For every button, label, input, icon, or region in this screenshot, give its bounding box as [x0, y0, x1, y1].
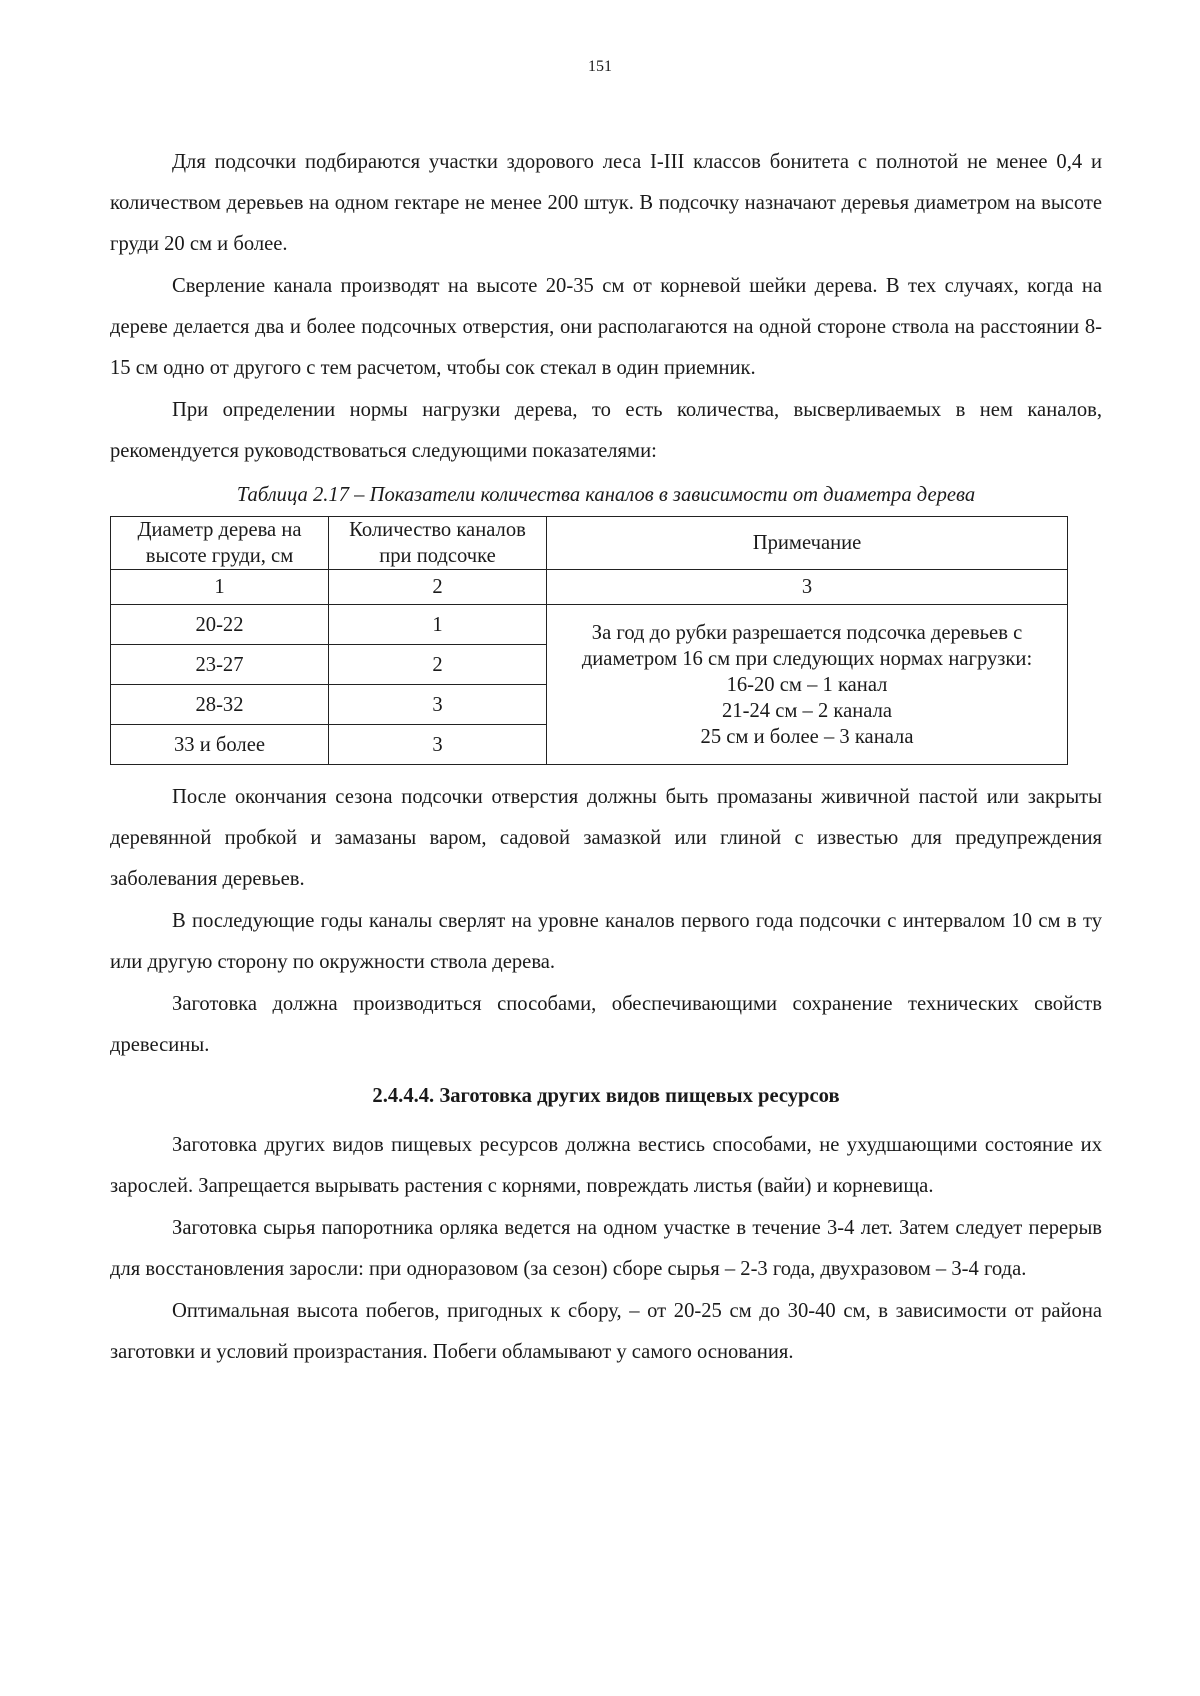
paragraph: В последующие годы каналы сверлят на уровне каналов первого года подсочки с интервалом 10 см в ту или другую сторону по окружности ствола дерева. [110, 910, 1102, 973]
table-caption: Таблица 2.17 – Показатели количества каналов в зависимости от диаметра дерева [236, 484, 976, 506]
cell-note [547, 605, 1068, 765]
paragraph: Заготовка других видов пищевых ресурсов должна вестись способами, не ухудшающими состояние их зарослей. Запрещается вырывать растения с корнями, повреждать листья (вайи) и корневища. [110, 1134, 1102, 1197]
column-number: 2 [329, 570, 547, 605]
paragraph: Заготовка должна производиться способами, обеспечивающими сохранение технических свойств древесины. [110, 993, 1102, 1056]
column-number: 1 [111, 570, 329, 605]
cell-diameter: 20-22 [111, 605, 329, 645]
cell-channels: 3 [329, 725, 547, 765]
header-diameter: Диаметр дерева на высоте груди, см [111, 517, 329, 570]
paragraph: Заготовка сырья папоротника орляка ведется на одном участке в течение 3-4 лет. Затем следует перерыв для восстановления заросли: при одноразовом (за сезон) сборе сырья – 2-3 года, двухразовом – 3-4 года. [110, 1217, 1102, 1280]
page-content [110, 142, 1102, 1374]
paragraph: После окончания сезона подсочки отверстия должны быть промазаны живичной пастой или закрыты деревянной пробкой и замазаны варом, садовой замазкой или глиной с известью для предупреждения заболевания деревьев. [110, 786, 1102, 890]
channels-table [110, 516, 1068, 765]
header-channels: Количество каналов при подсочке [329, 517, 547, 570]
table-number-row [111, 570, 1068, 605]
paragraph: При определении нормы нагрузки дерева, то есть количества, высверливаемых в нем каналов, рекомендуется руководствоваться следующими показателями: [110, 399, 1102, 462]
cell-channels: 2 [329, 645, 547, 685]
paragraph: Сверление канала производят на высоте 20-35 см от корневой шейки дерева. В тех случаях, когда на дереве делается два и более подсочных отверстия, они располагаются на одной стороне ствола на расстоянии 8-15 см одно от другого с тем расчетом, чтобы сок стекал в один приемник. [110, 275, 1102, 379]
cell-channels: 3 [329, 685, 547, 725]
cell-diameter: 28-32 [111, 685, 329, 725]
section-heading: 2.4.4.4. Заготовка других видов пищевых ресурсов [372, 1085, 840, 1107]
note-line: За год до рубки разрешается подсочка деревьев с диаметром 16 см при следующих нормах нагрузки: [581, 621, 1033, 670]
paragraph: Оптимальная высота побегов, пригодных к сбору, – от 20-25 см до 30-40 см, в зависимости от района заготовки и условий произрастания. Побеги обламывают у самого основания. [110, 1300, 1102, 1363]
note-line: 16-20 см – 1 канал [726, 673, 888, 696]
table-row [111, 605, 1068, 645]
column-number: 3 [547, 570, 1068, 605]
cell-channels: 1 [329, 605, 547, 645]
cell-diameter: 23-27 [111, 645, 329, 685]
note-line: 21-24 см – 2 канала [722, 699, 892, 722]
header-note: Примечание [547, 517, 1068, 570]
paragraph: Для подсочки подбираются участки здорового леса I-III классов бонитета с полнотой не менее 0,4 и количеством деревьев на одном гектаре не менее 200 штук. В подсочку назначают деревья диаметром на высоте груди 20 см и более. [110, 151, 1102, 255]
page-number: 151 [588, 58, 612, 75]
table-wrapper [110, 516, 1102, 765]
cell-diameter: 33 и более [111, 725, 329, 765]
note-line: 25 см и более – 3 канала [700, 725, 914, 748]
table-header-row [111, 517, 1068, 570]
